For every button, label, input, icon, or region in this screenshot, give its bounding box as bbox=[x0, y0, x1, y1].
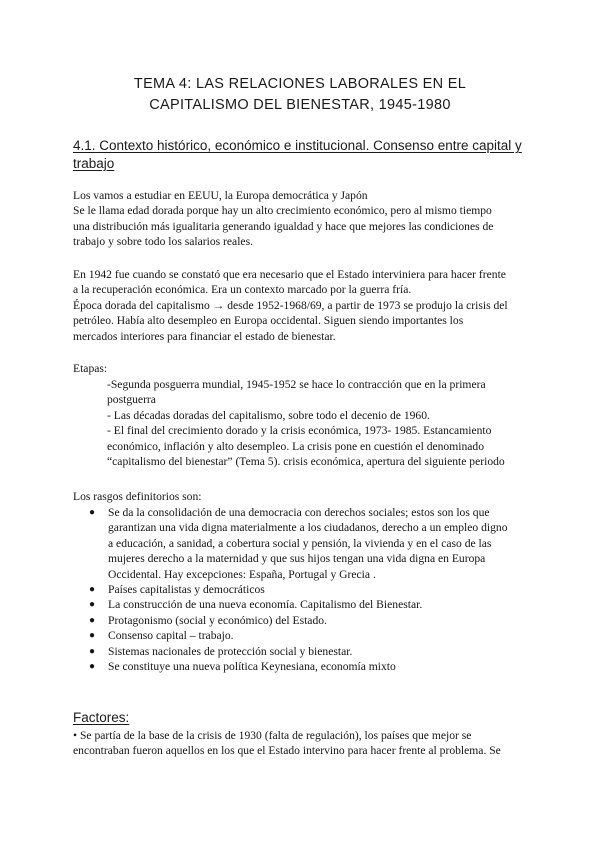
bullet-icon: ● bbox=[89, 645, 96, 657]
list-item-line: garantizan una vida digna materialmente a los ciudadanos, derecho a un empleo digno bbox=[108, 521, 508, 535]
etapa-line: - El final del crecimiento dorado y la crisis económica, 1973- 1985. Estancamiento bbox=[107, 424, 492, 438]
context-line: a la recuperación económica. Era un contexto marcado por la guerra fría. bbox=[73, 283, 412, 297]
context-line: Época dorada del capitalismo → desde 1952-1968/69, a partir de 1973 se produjo la crisis del bbox=[73, 298, 508, 312]
document-title bbox=[60, 74, 540, 116]
list-item bbox=[73, 613, 543, 628]
etapa-line: “capitalismo del bienestar” (Tema 5). crisis económica, apertura del siguiente periodo bbox=[107, 455, 505, 469]
etapa-line: -Segunda posguerra mundial, 1945-1952 se hace lo contracción que en la primera bbox=[107, 378, 486, 391]
factores-paragraph bbox=[73, 728, 543, 759]
list-item-text: La construcción de una nueva economía. Capitalismo del Bienestar. bbox=[108, 598, 423, 612]
list-item-line: Occidental. Hay excepciones: España, Portugal y Grecia . bbox=[108, 567, 376, 581]
bullet-icon: ● bbox=[89, 661, 96, 673]
title-line-2: CAPITALISMO DEL BIENESTAR, 1945-1980 bbox=[149, 97, 451, 113]
rasgos-label: Los rasgos definitorios son: bbox=[73, 490, 202, 503]
rasgos-list bbox=[73, 505, 543, 674]
list-item-text: Protagonismo (social y económico) del Estado. bbox=[108, 613, 327, 627]
section-heading-line-1: 4.1. Contexto histórico, económico e institucional. Consenso entre capital y bbox=[73, 138, 522, 153]
bullet-icon: ● bbox=[89, 614, 96, 626]
etapas-label: Etapas: bbox=[73, 362, 108, 375]
factores-line: • Se partía de la base de la crisis de 1930 (falta de regulación), los países que mejor se bbox=[73, 729, 472, 742]
list-item-text: Sistemas nacionales de protección social y bienestar. bbox=[108, 644, 353, 658]
etapa-line: postguerra bbox=[107, 393, 156, 407]
intro-paragraph bbox=[73, 188, 543, 250]
list-item bbox=[73, 659, 543, 674]
bullet-icon: ● bbox=[89, 507, 96, 518]
list-item bbox=[73, 582, 543, 597]
etapas-list bbox=[107, 377, 547, 469]
list-item bbox=[73, 628, 543, 643]
etapa-line: económico, inflación y alto desempleo. La crisis pone en cuestión el denominado bbox=[107, 439, 485, 453]
bullet-icon: ● bbox=[89, 630, 96, 642]
list-item bbox=[73, 597, 543, 612]
bullet-icon: ● bbox=[89, 584, 96, 596]
list-item-text: Países capitalistas y democráticos bbox=[108, 583, 265, 597]
context-line: En 1942 fue cuando se constató que era necesario que el Estado interviniera para hacer frente bbox=[73, 268, 506, 281]
section-heading-line-2: trabajo bbox=[73, 156, 115, 171]
bullet-icon: ● bbox=[89, 599, 96, 611]
list-item-line: mujeres derecho a la maternidad y que sus hijos tengan una vida digna en Europa bbox=[108, 552, 486, 566]
etapa-line: - Las décadas doradas del capitalismo, sobre todo el decenio de 1960. bbox=[107, 408, 430, 422]
section-heading bbox=[73, 137, 533, 173]
list-item-text: Se constituye una nueva política Keynesiana, economía mixto bbox=[108, 660, 396, 674]
list-item bbox=[73, 505, 543, 582]
list-item bbox=[73, 644, 543, 659]
title-line-1: TEMA 4: LAS RELACIONES LABORALES EN EL bbox=[133, 76, 467, 92]
list-item-line: a educación, a sanidad, a cobertura social y pensión, la vivienda y en el caso de las bbox=[108, 536, 492, 550]
intro-line: Se le llama edad dorada porque hay un alto crecimiento económico, pero al mismo tiempo bbox=[73, 204, 492, 218]
intro-line: una distribución más igualitaria generando igualdad y hace que mejores las condiciones de bbox=[73, 219, 494, 233]
factores-line: encontraban fueron aquellos en los que el Estado intervino para hacer frente al problema. Se bbox=[73, 744, 501, 758]
context-line: mercados interiores para financiar el estado de bienestar. bbox=[73, 329, 336, 343]
factores-heading: Factores: bbox=[73, 710, 130, 725]
intro-line: trabajo y sobre todo los salarios reales. bbox=[73, 235, 253, 249]
list-item-line: Se da la consolidación de una democracia con derechos sociales; estos son los que bbox=[108, 506, 490, 519]
context-paragraph bbox=[73, 267, 543, 344]
context-line: petróleo. Había alto desempleo en Europa occidental. Siguen siendo importantes los bbox=[73, 314, 464, 328]
intro-line: Los vamos a estudiar en EEUU, la Europa democrática y Japón bbox=[73, 189, 368, 202]
list-item-text: Consenso capital – trabajo. bbox=[108, 629, 234, 643]
